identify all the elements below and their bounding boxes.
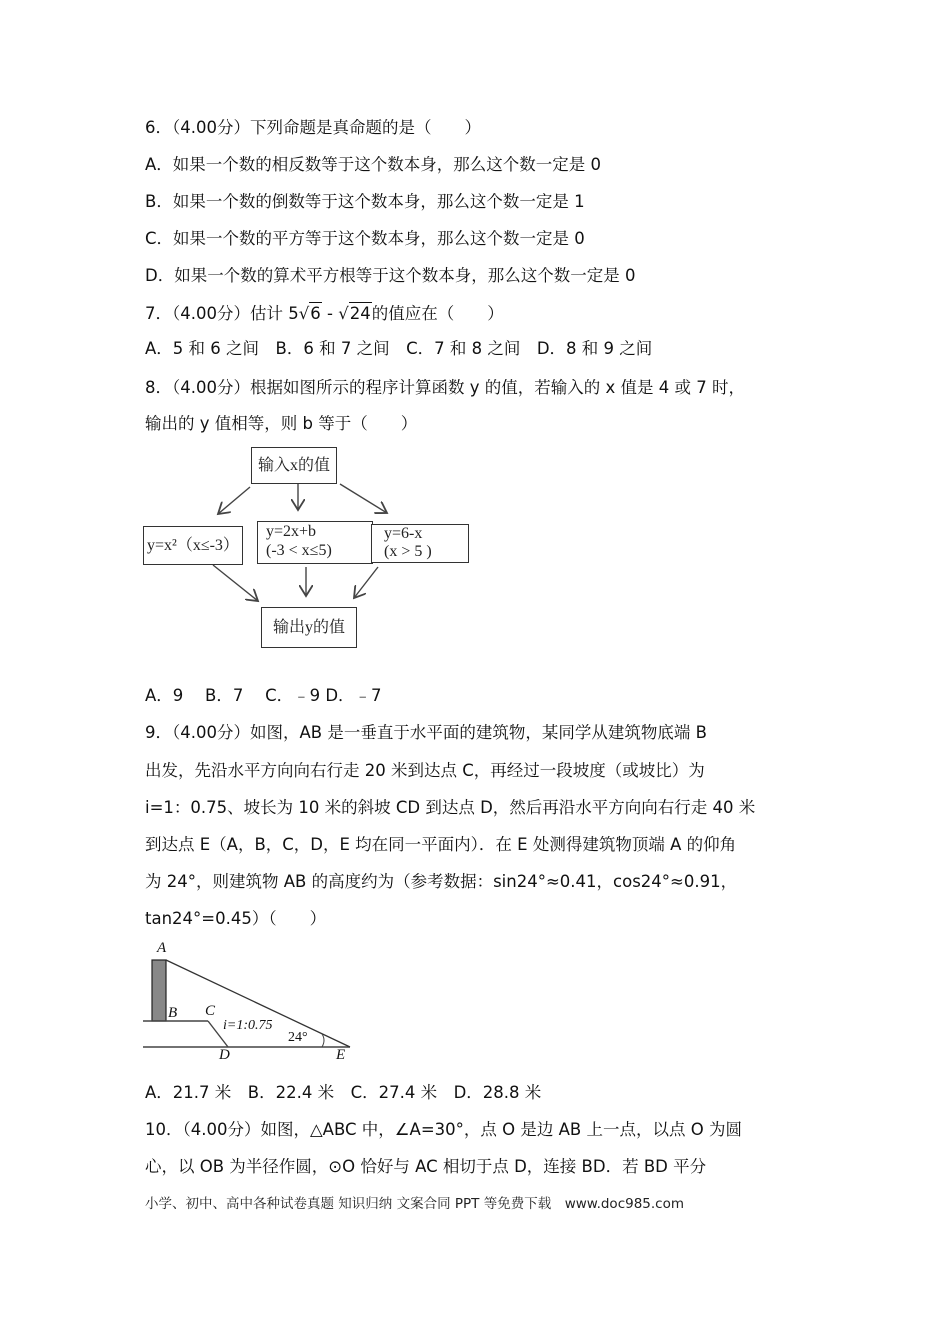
- flow-input-box: 输入x的值: [251, 447, 337, 484]
- q10-line2: 心，以 OB 为半径作圆，⊙O 恰好与 AC 相切于点 D，连接 BD．若 BD 平分: [145, 1157, 707, 1176]
- q7-prefix: 7．（4.00分）估计 5: [145, 304, 299, 323]
- q6-option-c: C．如果一个数的平方等于这个数本身，那么这个数一定是 0: [145, 229, 585, 248]
- q9-options: A．21.7 米 B．22.4 米 C．27.4 米 D．28.8 米: [145, 1083, 542, 1102]
- flow-right-box: [371, 524, 469, 563]
- label-a: A: [157, 940, 167, 956]
- q9-line4: 到达点 E（A，B，C，D，E 均在同一平面内）．在 E 处测得建筑物顶端 A 的仰角: [145, 835, 737, 854]
- label-c: C: [205, 1003, 216, 1019]
- q6-option-a: A．如果一个数的相反数等于这个数本身，那么这个数一定是 0: [145, 155, 602, 174]
- q9-line5: 为 24°，则建筑物 AB 的高度约为（参考数据：sin24°≈0.41，cos24°≈0.91，: [145, 872, 738, 891]
- q9-line1: 9．（4.00分）如图，AB 是一垂直于水平面的建筑物，某同学从建筑物底端 B: [145, 723, 707, 742]
- q7-suffix: 的值应在（ ）: [371, 304, 504, 323]
- flow-right-line2: (x > 5 ): [384, 543, 432, 560]
- q10-line1: 10．（4.00分）如图，△ABC 中，∠A=30°，点 O 是边 AB 上一点，以点 O 为圆: [145, 1120, 742, 1139]
- q6-option-b: B．如果一个数的倒数等于这个数本身，那么这个数一定是 1: [145, 192, 585, 211]
- q9-line3: i=1：0.75、坡长为 10 米的斜坡 CD 到达点 D，然后再沿水平方向向右行走 40 米: [145, 798, 756, 817]
- flow-right-line1: y=6-x: [384, 525, 423, 542]
- label-e: E: [336, 1047, 346, 1063]
- flow-mid-box: [257, 521, 373, 564]
- radicand-2: 24: [349, 304, 371, 323]
- q7-options: A．5 和 6 之间 B．6 和 7 之间 C．7 和 8 之间 D．8 和 9 之间: [145, 339, 653, 358]
- radicand-1: 6: [310, 304, 321, 323]
- q8-line2: 输出的 y 值相等，则 b 等于（ ）: [145, 414, 418, 433]
- q6-stem: 6．（4.00分）下列命题是真命题的是（ ）: [145, 118, 481, 137]
- flow-left-box: y=x²（x≤-3）: [143, 526, 243, 565]
- q9-line6: tan24°=0.45）（ ）: [145, 909, 327, 928]
- q8-options: A．9 B．7 C．﹣9 D．﹣7: [145, 686, 382, 705]
- angle-label: 24°: [288, 1030, 308, 1045]
- footer-text: 小学、初中、高中各种试卷真题 知识归纳 文案合同 PPT 等免费下载 www.doc985.com: [145, 1196, 685, 1212]
- slope-label: i=1:0.75: [223, 1018, 273, 1033]
- flow-mid-line2: (-3 < x≤5): [266, 542, 332, 559]
- label-b: B: [168, 1005, 178, 1021]
- minus: -: [321, 304, 339, 323]
- flow-mid-line1: y=2x+b: [266, 523, 317, 540]
- label-d: D: [219, 1047, 230, 1063]
- q8-line1: 8．（4.00分）根据如图所示的程序计算函数 y 的值，若输入的 x 值是 4 或 7 时，: [145, 378, 745, 397]
- q7-stem: 7．（4.00分）估计 5√6 - √24的值应在（ ）: [145, 304, 504, 323]
- q6-option-d: D．如果一个数的算术平方根等于这个数本身，那么这个数一定是 0: [145, 266, 636, 285]
- flow-output-box: 输出y的值: [261, 607, 357, 648]
- q9-line2: 出发，先沿水平方向向右行走 20 米到达点 C，再经过一段坡度（或坡比）为: [145, 761, 705, 780]
